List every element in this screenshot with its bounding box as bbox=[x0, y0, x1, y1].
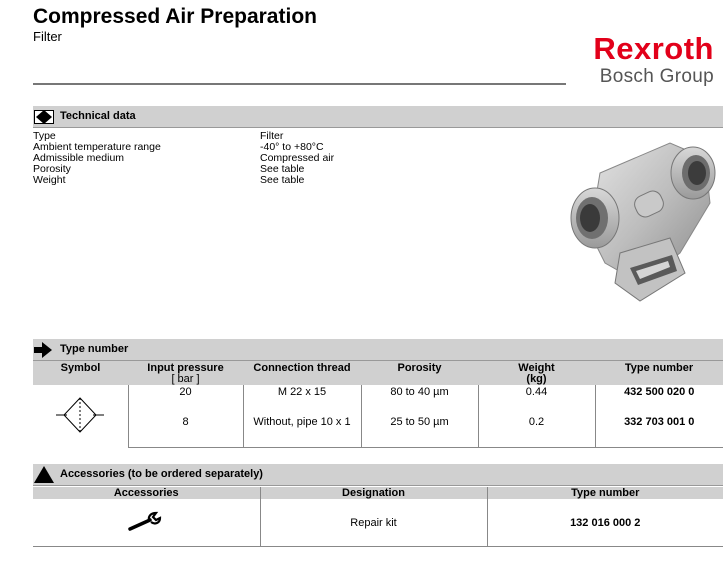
table-row bbox=[33, 385, 723, 415]
wrench-icon bbox=[126, 508, 166, 534]
spec-label: Weight bbox=[33, 174, 66, 186]
col-header-unit: [ bar ] bbox=[171, 373, 200, 385]
weight-cell: 0.44 bbox=[478, 385, 595, 415]
designation-cell: Repair kit bbox=[260, 499, 487, 547]
table-header-row bbox=[33, 361, 723, 385]
page-title: Compressed Air Preparation bbox=[33, 5, 317, 28]
accessories-title: Accessories (to be ordered separately) bbox=[60, 468, 263, 480]
accessories-table bbox=[33, 487, 723, 547]
spec-label: Ambient temperature range bbox=[33, 141, 161, 153]
accessories-header bbox=[33, 464, 723, 486]
page-subtitle: Filter bbox=[33, 29, 62, 44]
brand-logo bbox=[593, 33, 714, 88]
porosity-cell: 25 to 50 µm bbox=[361, 415, 478, 447]
col-header-label: Weight bbox=[518, 362, 555, 374]
table-header-row bbox=[33, 487, 723, 499]
col-header-type-number: Type number bbox=[487, 487, 723, 499]
spec-value: See table bbox=[260, 174, 305, 186]
col-header-porosity: Porosity bbox=[361, 361, 478, 385]
spec-label: Porosity bbox=[33, 163, 71, 175]
technical-data-title: Technical data bbox=[60, 110, 136, 122]
weight-cell: 0.2 bbox=[478, 415, 595, 447]
header-divider bbox=[33, 83, 566, 85]
type-number-title: Type number bbox=[60, 343, 129, 355]
connection-thread-cell: Without, pipe 10 x 1 bbox=[243, 415, 361, 447]
spec-value: Compressed air bbox=[260, 152, 335, 164]
type-number-header bbox=[33, 339, 723, 361]
col-header-connection-thread: Connection thread bbox=[243, 361, 361, 385]
col-header-label: Input pressure bbox=[147, 362, 224, 374]
spec-labels bbox=[33, 131, 161, 186]
col-header-symbol: Symbol bbox=[33, 361, 128, 385]
type-number-cell: 332 703 001 0 bbox=[595, 415, 723, 447]
col-header-type-number: Type number bbox=[595, 361, 723, 385]
spec-label: Type bbox=[33, 130, 56, 142]
input-pressure-cell: 8 bbox=[128, 415, 243, 447]
product-image bbox=[560, 133, 723, 308]
porosity-cell: 80 to 40 µm bbox=[361, 385, 478, 415]
input-pressure-cell: 20 bbox=[128, 385, 243, 415]
technical-data-header bbox=[33, 106, 723, 128]
col-header-input-pressure bbox=[128, 361, 243, 385]
spec-value: Filter bbox=[260, 130, 284, 142]
type-number-table bbox=[33, 361, 723, 448]
type-number-cell: 132 016 000 2 bbox=[487, 499, 723, 547]
spec-label: Admissible medium bbox=[33, 152, 125, 164]
spec-value: See table bbox=[260, 163, 305, 175]
col-header-weight bbox=[478, 361, 595, 385]
arrow-right-icon bbox=[33, 339, 55, 360]
connection-thread-cell: M 22 x 15 bbox=[243, 385, 361, 415]
brand-name: Rexroth bbox=[593, 31, 714, 66]
accessory-icon-cell bbox=[33, 499, 260, 547]
symbol-cell bbox=[33, 385, 128, 447]
brand-group: Bosch Group bbox=[599, 66, 714, 87]
col-header-unit: (kg) bbox=[526, 373, 547, 385]
warning-triangle-icon bbox=[33, 464, 55, 485]
spec-value: -40° to +80°C bbox=[260, 141, 324, 153]
spec-values bbox=[260, 131, 334, 186]
col-header-designation: Designation bbox=[260, 487, 487, 499]
table-row bbox=[33, 415, 723, 447]
diamond-in-box-icon bbox=[33, 106, 55, 127]
filter-symbol-icon bbox=[52, 393, 108, 437]
type-number-cell: 432 500 020 0 bbox=[595, 385, 723, 415]
col-header-accessories: Accessories bbox=[33, 487, 260, 499]
table-row bbox=[33, 499, 723, 547]
